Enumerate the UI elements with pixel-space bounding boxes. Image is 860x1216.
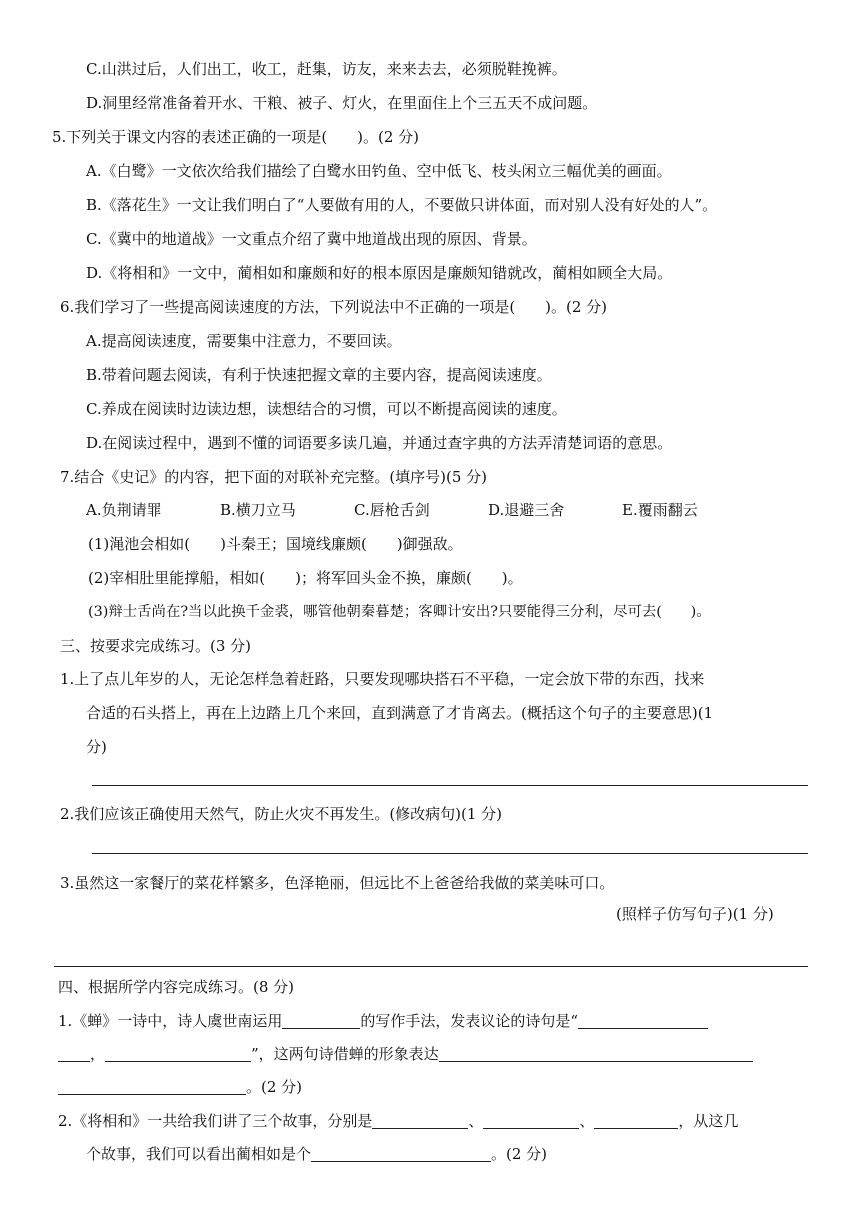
- q7-options: [86, 499, 698, 521]
- s4-q1-line-2: [58, 1043, 753, 1065]
- fill-blank[interactable]: [594, 1112, 678, 1129]
- q7-stem: 7.结合《史记》的内容，把下面的对联补充完整。(填序号)(5 分): [60, 468, 488, 486]
- s3-q1-line-1: 1.上了点儿年岁的人，无论怎样急着赶路，只要发现哪块搭石不平稳，一定会放下带的东西，找来: [60, 670, 705, 688]
- s4-q1-line-3: [58, 1076, 302, 1098]
- q5-option-a: A.《白鹭》一文依次给我们描绘了白鹭水田钓鱼、空中低飞、枝头闲立三幅优美的画面。: [86, 162, 672, 180]
- section-4-heading: 四、根据所学内容完成练习。(8 分): [58, 978, 295, 996]
- fill-blank[interactable]: [282, 1012, 360, 1029]
- q5-stem: 5.下列关于课文内容的表述正确的一项是( )。(2 分): [52, 128, 420, 146]
- fill-blank[interactable]: [58, 1045, 90, 1062]
- q5-option-d: D.《将相和》一文中，蔺相如和廉颇和好的根本原因是廉颇知错就改，蔺相如顾全大局。: [86, 264, 673, 282]
- s4-q2-line-2: [86, 1143, 547, 1165]
- section-3-heading: 三、按要求完成练习。(3 分): [60, 637, 252, 655]
- q4-option-c: C.山洪过后，人们出工，收工，赶集，访友，来来去去，必须脱鞋挽裤。: [86, 60, 567, 78]
- q7-option: B.横刀立马: [220, 501, 296, 519]
- s4-q1-text-b: 的写作手法，发表议论的诗句是“: [360, 1012, 578, 1030]
- answer-line[interactable]: [92, 853, 808, 854]
- q5-option-c: C.《冀中的地道战》一文重点介绍了冀中地道战出现的原因、背景。: [86, 230, 537, 248]
- fill-blank[interactable]: [578, 1012, 708, 1029]
- fill-blank[interactable]: [372, 1112, 468, 1129]
- fill-blank[interactable]: [311, 1145, 491, 1162]
- s4-q2-text-c: 个故事，我们可以看出蔺相如是个: [86, 1145, 312, 1163]
- s3-q1-line-3: 分): [86, 738, 107, 756]
- q7-option: C.唇枪舌剑: [354, 501, 430, 519]
- q5-option-b: B.《落花生》一文让我们明白了“人要做有用的人，不要做只讲体面，而对别人没有好处的人”。: [86, 196, 718, 214]
- q7-couplet-2: (2)宰相肚里能撑船，相如( )；将军回头金不换，廉颇( )。: [88, 569, 523, 587]
- s4-q2-score: 。(2 分): [491, 1145, 548, 1163]
- s4-q1-score: 。(2 分): [246, 1078, 303, 1096]
- q6-stem: 6.我们学习了一些提高阅读速度的方法，下列说法中不正确的一项是( )。(2 分): [60, 298, 608, 316]
- s4-q1-line-1: [58, 1010, 708, 1032]
- s4-q1-text-c: ”，这两句诗借蝉的形象表达: [251, 1045, 439, 1063]
- answer-line[interactable]: [92, 785, 808, 786]
- s4-q2-text-a: 2.《将相和》一共给我们讲了三个故事，分别是: [58, 1112, 373, 1130]
- q7-couplet-1: (1)渑池会相如( )斗秦王；国境线廉颇( )御强敌。: [88, 535, 463, 553]
- fill-blank[interactable]: [439, 1045, 753, 1062]
- fill-blank[interactable]: [105, 1045, 251, 1062]
- s4-q2-sep: 、: [579, 1112, 595, 1130]
- q6-option-b: B.带着问题去阅读，有利于快速把握文章的主要内容，提高阅读速度。: [86, 366, 552, 384]
- s4-q2-text-b: ，从这几: [678, 1112, 739, 1130]
- q7-option: E.覆雨翻云: [622, 501, 698, 519]
- q7-option: D.退避三舍: [488, 501, 565, 519]
- q7-couplet-3: (3)辩士舌尚在?当以此换千金裘，哪管他朝秦暮楚；客卿计安出?只要能得三分利，尽可去( )。: [88, 604, 711, 620]
- s4-q1-comma: ，: [90, 1045, 106, 1063]
- s4-q1-text-a: 1.《蝉》一诗中，诗人虞世南运用: [58, 1012, 283, 1030]
- fill-blank[interactable]: [58, 1078, 246, 1095]
- s4-q2-line-1: [58, 1110, 738, 1132]
- q7-option: A.负荆请罪: [86, 501, 162, 519]
- s3-q3: 3.虽然这一家餐厅的菜花样繁多，色泽艳丽，但远比不上爸爸给我做的菜美味可口。: [60, 874, 615, 892]
- s3-q1-line-2: 合适的石头搭上，再在上边踏上几个来回，直到满意了才肯离去。(概括这个句子的主要意思)(1: [86, 704, 714, 722]
- q4-option-d: D.洞里经常准备着开水、干粮、被子、灯火，在里面住上个三五天不成问题。: [86, 94, 598, 112]
- s4-q2-sep: 、: [468, 1112, 484, 1130]
- q6-option-a: A.提高阅读速度，需要集中注意力，不要回读。: [86, 332, 402, 350]
- s3-q3-note: (照样子仿写句子)(1 分): [616, 905, 774, 923]
- q6-option-d: D.在阅读过程中，遇到不懂的词语要多读几遍，并通过查字典的方法弄清楚词语的意思。: [86, 434, 673, 452]
- fill-blank[interactable]: [483, 1112, 579, 1129]
- s3-q2: 2.我们应该正确使用天然气，防止火灾不再发生。(修改病句)(1 分): [60, 805, 503, 823]
- q6-option-c: C.养成在阅读时边读边想，读想结合的习惯，可以不断提高阅读的速度。: [86, 400, 567, 418]
- answer-line[interactable]: [54, 966, 808, 967]
